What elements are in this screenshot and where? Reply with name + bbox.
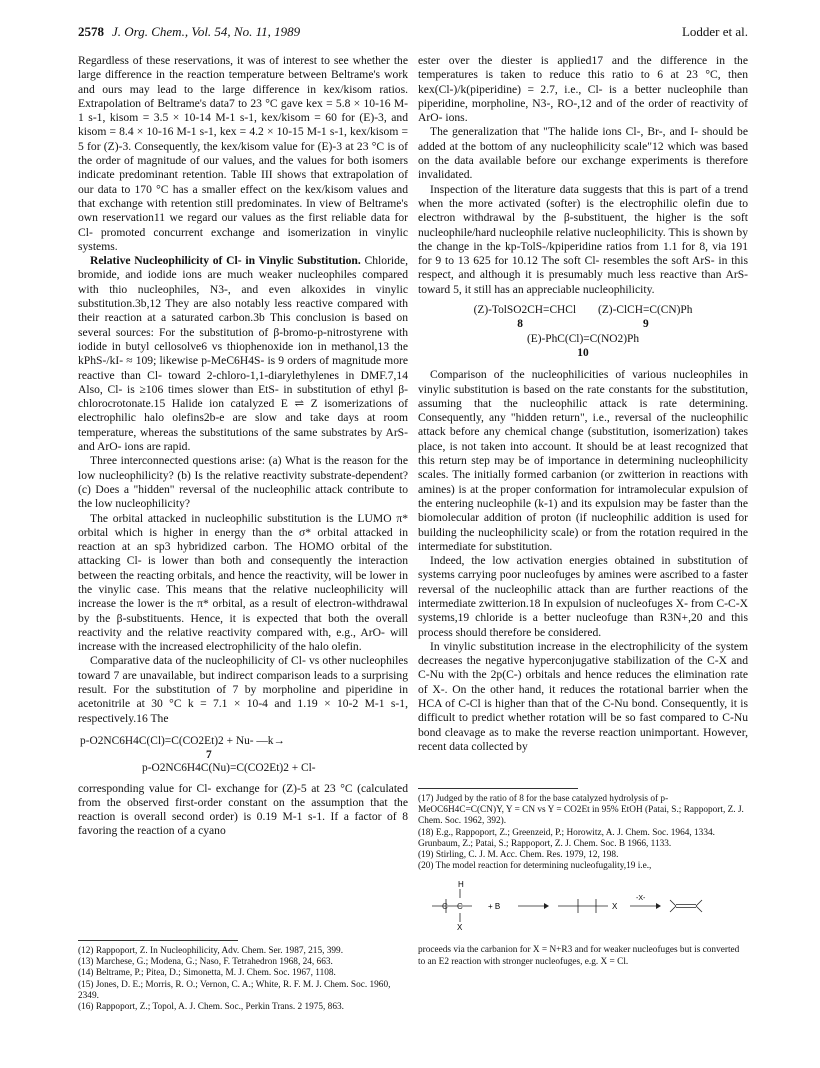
page-header	[78, 24, 748, 42]
equation-line-2: p-O2NC6H4C(Nu)=C(CO2Et)2 + Cl-	[142, 762, 316, 775]
footnote-rule	[418, 788, 578, 789]
paragraph-indeed: Indeed, the low activation energies obtained in substitution of systems carrying poor nucleofuges by amines were ascribed to a faster reversal of the nucleophilic attack than are further reactions of the intermediate zwitterion.18 In expulsion of nucleofuges X- from C-C-X systems,19 chloride is a better nucleofuge than R3N+,20 and this process should therefore be considered.	[418, 554, 748, 639]
paragraph-comparison: Comparison of the nucleophilicities of various nucleophiles in vinylic substitution is based on the rate constants for the substitution, assuming that the nucleophilic attack is rate determining. Consequently, any "hidden return", i.e., reversal of the nucleophilic attack before any chemical change (substitution, isomerization) takes place, is not taken into account. It should be at least recognized that this return step may be of importance in determining nucleophilicity scales. The initially formed carbanion (or zwitterion in reactions with amines) is at the proper conformation for intramolecular expulsion of the entering nucleophile (k-1) and its expulsion may be faster than the biomolecular addition of proton (if nucleophilic addition is used for building the nucleophilicity scale) or from the rotation required in the intermediate for substitution.	[418, 368, 748, 553]
compound-8-formula: (Z)-TolSO2CH=CHCl	[473, 304, 577, 317]
scheme-h-label: H	[458, 880, 464, 890]
paragraph-relative-nucleophilicity	[78, 254, 408, 454]
running-author: Lodder et al.	[681, 24, 748, 39]
equation-line-1: p-O2NC6H4C(Cl)=C(CO2Et)2 + Nu- —k→	[80, 734, 285, 747]
left-footnotes	[78, 940, 408, 1013]
paragraph-beltrame: Regardless of these reservations, it was of interest to see whether the large difference in the reaction temperature between Beltrame's work and ours may lead to the large difference in kex/kisom ratios. Extrapolation of Beltrame's data7 to 23 °C gave kex = 5.8 × 10-16 M-1 s-1, kisom = 3.5 × 10-14 M-1 s-1, kex/kisom = 60 for (E)-3, and kisom = 8.4 × 10-16 M-1 s-1, kex = 4.2 × 10-15 M-1 s-1, kex/kisom = 5 for (Z)-3. Consequently, the kex/kisom value for (E)-3 at 23 °C is of the order of magnitude of our values, and the values for both isomers indicate predominant retention. Table III shows that extrapolation of our data to 170 °C has a smaller effect on the kex/kisom values and that exchange with retention still predominates. In view of Beltrame's own reservation11 we regard our values as the first reliable data for Cl- promoted concurrent exchange and isomerization in vinylic systems.	[78, 54, 408, 253]
scheme-leaving-group: -X-	[636, 895, 646, 903]
footnote-14: (14) Beltrame, P.; Pitea, D.; Simonetta, M. J. Chem. Soc. 1967, 1108.	[78, 968, 336, 979]
paragraph-orbital: The orbital attacked in nucleophilic substitution is the LUMO π* orbital which is higher in energy than the σ* orbital attacked in reaction at an sp3 hybridized carbon. The HOMO orbital of the attacking Cl- is lower than both and consequently the interaction between the reacting orbitals, and hence the reactivity, will be lower in the vinylic case. This means that the relative nucleophilicity will increase the lower is the π* orbital, as a result of electron-withdrawal by the β-substituents. Hence, it is expected that both the overall reactivity and the relative reactivity compared with, e.g., ArO- will increase with the increased electrophilicity of the halo olefin.	[78, 511, 408, 654]
paragraph-generalization: The generalization that "The halide ions Cl-, Br-, and I- should be added at the bottom of any nucleophilicity scale"12 which was based on the data available before our exchange experiments is therefore invalidated.	[418, 125, 748, 182]
right-footnotes	[418, 788, 748, 968]
footnote-18: (18) E.g., Rappoport, Z.; Greenzeid, P.; Horowitz, A. J. Chem. Soc. 1964, 1334. Grunbaum, Z.; Patai, S.; Rappoport, Z. J. Chem. Soc. B 1966, 1133.	[418, 827, 715, 849]
footnote-20: (20) The model reaction for determining nucleofugality,19 i.e.,	[418, 861, 652, 872]
footnote-rule	[78, 940, 238, 941]
paragraph-questions: Three interconnected questions arise: (a) What is the reason for the low nucleophilicity? (b) Is the relative reactivity substrate-dependent? (c) Does a "hidden" reversal of the nucleophilic attack contribute to the low nucleophilicity?	[78, 454, 408, 511]
scheme-c1-label: C	[442, 902, 448, 912]
compound-number-10: 10	[577, 346, 589, 359]
paragraph-ester: ester over the diester is applied17 and the difference in the temperatures is taken to reduce this ratio to 6 at 23 °C, then kex(Cl-)/k(piperidine) = 2.7, i.e., Cl- is a better nucleophile than piperidine, morpholine, N3-, RO-,12 and of the order of reactivity of ArO- ions.	[418, 54, 748, 125]
compound-structures	[418, 303, 748, 360]
scheme-plus-b: + B	[488, 902, 501, 912]
footnote-13: (13) Marchese, G.; Modena, G.; Naso, F. Tetrahedron 1968, 24, 663.	[78, 957, 333, 968]
compound-number-8: 8	[517, 318, 523, 331]
right-column	[418, 54, 748, 754]
footnote-19: (19) Stirling, C. J. M. Acc. Chem. Res. 1979, 12, 198.	[418, 850, 619, 861]
paragraph-corresponding: corresponding value for Cl- exchange for (Z)-5 at 23 °C (calculated from the observed first-order constant on the assumption that the reaction is overall second order) is 0.19 M-1 s-1. If a factor of 8 favoring the reaction of a cyano	[78, 781, 408, 838]
paragraph-inspection: Inspection of the literature data suggests that this is part of a trend when the more activated (softer) is the electrophilic olefin due to electron withdrawal by the β-substituent, the higher is the soft nucleophile/hard nucleophile relative nucleophilicity. This is shown by the change in the kp-TolS-/kpiperidine ratios from 1.1 for 8, via 191 for 9 to 13 625 for 10.12 The soft Cl- resembles the soft ArS- in this respect, and although it is presumably much less reactive than ArS- toward 5, it still has an appreciable nucleophilicity.	[418, 182, 748, 296]
left-column	[78, 54, 408, 839]
footnote-17: (17) Judged by the ratio of 8 for the base catalyzed hydrolysis of p-MeOC6H4C=C(CN)Y, Y = CN vs Y = CO2Et in 95% EtOH (Patai, S.; Rappoport, Z. J. Chem. Soc. 1962, 392).	[418, 794, 744, 827]
footnote-12: (12) Rappoport, Z. In Nucleophilicity, Adv. Chem. Ser. 1987, 215, 399.	[78, 946, 344, 956]
compound-number-7: 7	[206, 749, 212, 762]
compound-10-formula: (E)-PhC(Cl)=C(NO2)Ph	[526, 332, 640, 345]
page-number: 2578	[78, 24, 104, 39]
paragraph-body: Chloride, bromide, and iodide ions are much weaker nucleophiles compared with thio nucleophiles, N3-, and even alkoxides in vinylic substitution.3b,12 They are also notably less reactive compared with their reaction at a saturated carbon.3b This conclusion is based on several sources: For the substitution of β-bromo-p-nitrostyrene with iodide in butyl cellosolve6 vs thiophenoxide ion in methanol,13 the kPhS-/kI- ≈ 109; likewise p-MeC6H4S- is 9 orders of magnitude more reactive than Cl- toward 2-chloro-1,1-diarylethylenes in DMF.7,14 Also, Cl- is ≥106 times slower than EtS- in substitution of ethyl β-chlorocrotonate.15 Halide ion catalyzed E ⇌ Z isomerizations of electrophilic halo olefins2b-e are slow and take days at room temperature, whereas the substitutions of the same substrates by ArS- and ArO- ions are rapid.	[78, 254, 408, 454]
journal-citation: J. Org. Chem., Vol. 54, No. 11, 1989	[112, 24, 301, 39]
paragraph-comparative: Comparative data of the nucleophilicity of Cl- vs other nucleophiles toward 7 are unavailable, but indirect comparison leads to a surprising result. For the substitution of 7 by morpholine and piperidine in acetonitrile at 30 °C k = 7.1 × 10-4 and 1.19 × 10-2 M-1 s-1, respectively.16 The	[78, 654, 408, 725]
scheme-x-end: X	[612, 902, 618, 912]
compound-number-9: 9	[643, 318, 649, 331]
scheme-x-label: X	[457, 923, 463, 933]
reaction-equation	[78, 734, 408, 776]
compound-9-formula: (Z)-ClCH=C(CN)Ph	[598, 304, 693, 317]
section-heading: Relative Nucleophilicity of Cl- in Vinylic Substitution.	[90, 254, 361, 268]
footnote-20-continued: proceeds via the carbanion for X = N+R3 and for weaker nucleofuges but is converted to an E2 reaction with stronger nucleofuges, e.g. X = Cl.	[418, 945, 740, 967]
footnote-16: (16) Rappoport, Z.; Topol, A. J. Chem. Soc., Perkin Trans. 2 1975, 863.	[78, 1002, 344, 1013]
footnote-15: (15) Jones, D. E.; Morris, R. O.; Vernon, C. A.; White, R. F. M. J. Chem. Soc. 1960, 2349.	[78, 979, 391, 1001]
nucleofugality-scheme	[418, 878, 748, 936]
scheme-c2-label: C	[457, 902, 463, 912]
paragraph-vinylic: In vinylic substitution increase in the electrophilicity of the system decreases the negative hyperconjugative stabilization of the C-X and C-Nu with the 2p(C-) orbitals and hence reduces the elimination rate of X-. On the other hand, it reduces the rotational barrier when the HCA of C-Cl is higher than that of the C-Nu bond. Consequently, it is difficult to predict whether rotation will be so fast compared to C-Nu bond cleavage as to make the reverse reaction unimportant. However, recent data collected by	[418, 639, 748, 753]
